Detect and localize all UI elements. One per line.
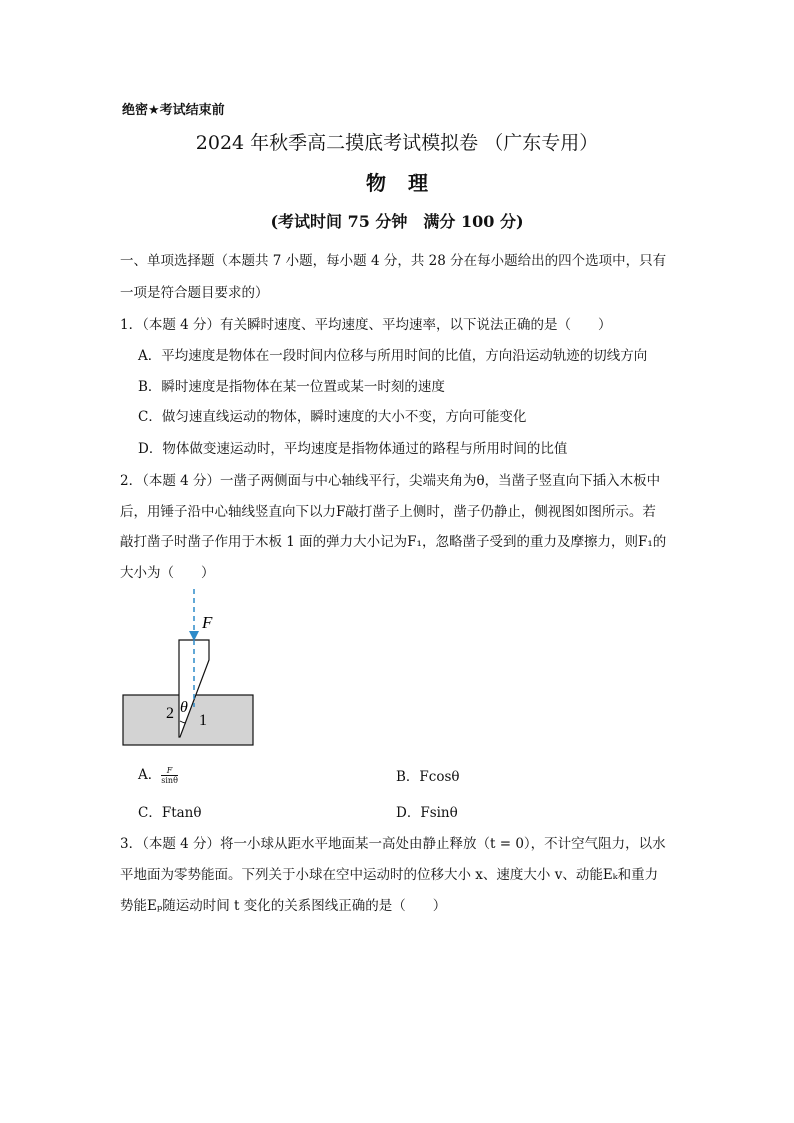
force-label: F bbox=[202, 613, 213, 632]
theta-label: θ bbox=[180, 699, 188, 716]
q2-option-a-numerator: F bbox=[161, 766, 178, 776]
subject-title: 物理 bbox=[366, 171, 450, 195]
q3-stem-line2: 平地面为零势能面。下列关于小球在空中运动时的位移大小 x、速度大小 v、动能Eₖ和重力 bbox=[120, 867, 659, 883]
section1-instruction-line1: 一、单项选择题（本题共 7 小题，每小题 4 分，共 28 分在每小题给出的四个选项中，只有 bbox=[120, 253, 667, 269]
q2-stem-line3: 敲打凿子时凿子作用于木板 1 面的弹力大小记为F₁，忽略凿子受到的重力及摩擦力，则F₁的 bbox=[120, 534, 667, 550]
q1-option-d: D．物体做变速运动时，平均速度是指物体通过的路程与所用时间的比值 bbox=[138, 441, 568, 457]
q2-option-a-denominator: sinθ bbox=[161, 776, 178, 785]
q2-option-a-prefix: A． bbox=[138, 767, 162, 783]
confidential-label: 绝密★考试结束前 bbox=[122, 103, 225, 118]
q3-stem-line1: 3．（本题 4 分）将一小球从距水平地面某一高处由静止释放（t = 0），不计空气阻力，以水 bbox=[120, 836, 666, 852]
q1-option-a: A．平均速度是物体在一段时间内位移与所用时间的比值，方向沿运动轨迹的切线方向 bbox=[138, 348, 648, 364]
q2-stem-line1: 2．（本题 4 分）一凿子两侧面与中心轴线平行，尖端夹角为θ，当凿子竖直向下插入木板中 bbox=[120, 473, 661, 489]
chisel-figure bbox=[118, 585, 263, 755]
q3-stem-line3: 势能Eₚ随运动时间 t 变化的关系图线正确的是（ ） bbox=[120, 898, 447, 914]
q2-stem-line2: 后，用锤子沿中心轴线竖直向下以力F敲打凿子上侧时，凿子仍静止，侧视图如图所示。若 bbox=[120, 504, 656, 520]
q2-stem-line4: 大小为（ ） bbox=[120, 565, 215, 581]
exam-time-info: (考试时间 75 分钟 满分 100 分) bbox=[270, 212, 524, 231]
q1-option-b: B．瞬时速度是指物体在某一位置或某一时刻的速度 bbox=[138, 379, 445, 395]
face-2-label: 2 bbox=[166, 705, 174, 722]
q2-option-c: C．Ftanθ bbox=[138, 805, 202, 821]
q2-option-d: D．Fsinθ bbox=[396, 805, 458, 821]
exam-title: 2024 年秋季高二摸底考试模拟卷 （广东专用） bbox=[195, 132, 599, 154]
q1-option-c: C．做匀速直线运动的物体，瞬时速度的大小不变，方向可能变化 bbox=[138, 409, 527, 425]
q2-option-b: B．Fcosθ bbox=[396, 769, 460, 785]
q1-stem: 1．（本题 4 分）有关瞬时速度、平均速度、平均速率，以下说法正确的是（ ） bbox=[120, 317, 612, 333]
face-1-label: 1 bbox=[199, 712, 207, 729]
section1-instruction-line2: 一项是符合题目要求的） bbox=[120, 285, 269, 301]
q2-option-a-fraction bbox=[161, 766, 178, 785]
q2-option-a bbox=[138, 763, 178, 785]
